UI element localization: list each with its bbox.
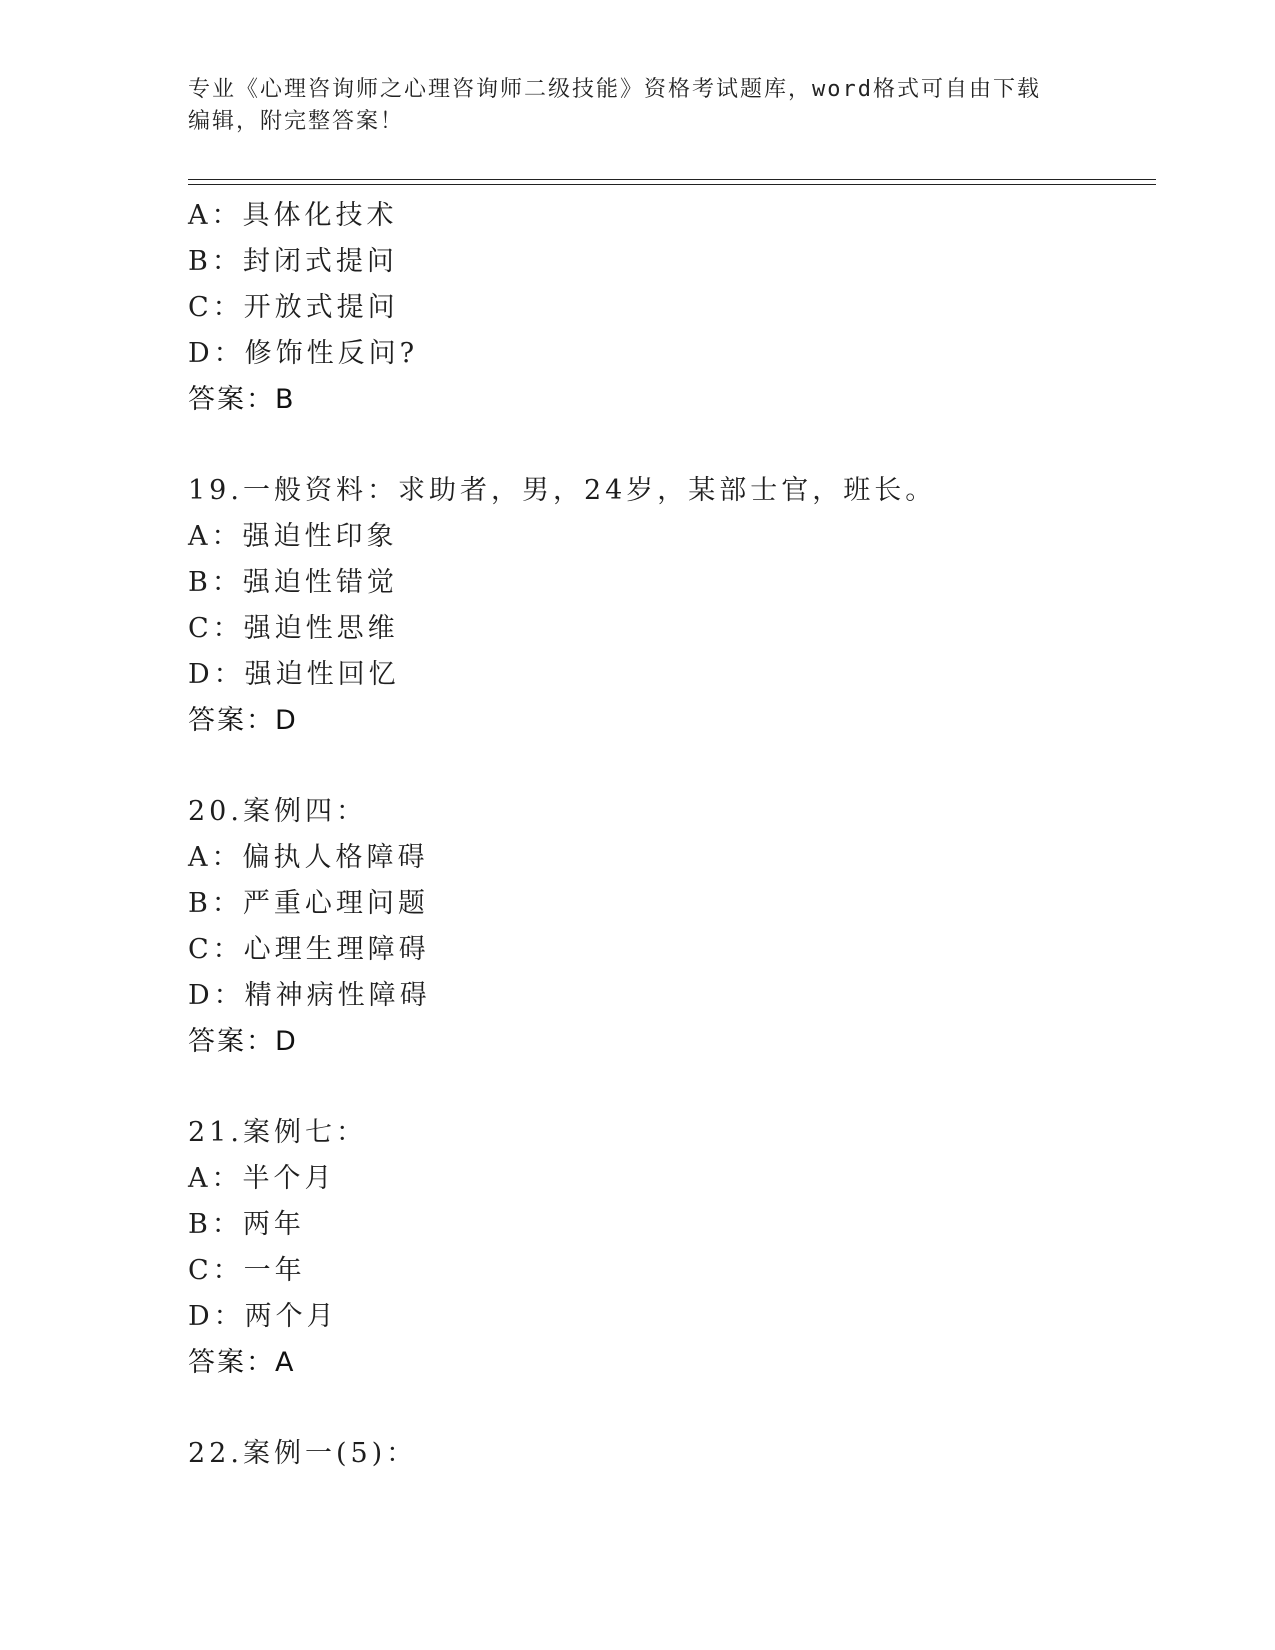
option-d: D：精神病性障碍 <box>188 980 431 1011</box>
option-a: A：偏执人格障碍 <box>188 842 429 873</box>
option-a: A：强迫性印象 <box>188 521 398 552</box>
option-b: B：强迫性错觉 <box>188 567 398 598</box>
option-d: D：强迫性回忆 <box>188 659 400 690</box>
question-22 <box>188 1431 1148 1477</box>
option-b: B：两年 <box>188 1209 305 1240</box>
question-text: 22.案例一(5)： <box>188 1438 418 1469</box>
header-line-1: 专业《心理咨询师之心理咨询师二级技能》资格考试题库，word格式可自由下载 <box>188 77 1041 102</box>
question-text: 20.案例四： <box>188 796 367 827</box>
spacer <box>188 744 1148 789</box>
header-rule-bottom <box>188 184 1156 185</box>
option-d: D：两个月 <box>188 1301 338 1332</box>
option-c: C：心理生理障碍 <box>188 934 430 965</box>
answer: 答案：A <box>188 1347 296 1378</box>
question-text: 21.案例七： <box>188 1117 367 1148</box>
question-list <box>188 193 1148 1477</box>
option-b: B：封闭式提问 <box>188 246 398 277</box>
question-19 <box>188 468 1148 744</box>
question-20 <box>188 789 1148 1065</box>
document-header <box>188 74 1088 138</box>
spacer <box>188 1386 1148 1431</box>
option-c: C：强迫性思维 <box>188 613 399 644</box>
answer: 答案：B <box>188 384 296 415</box>
option-a: A：具体化技术 <box>188 200 398 231</box>
question-21 <box>188 1110 1148 1386</box>
option-d: D：修饰性反问? <box>188 338 419 369</box>
option-a: A：半个月 <box>188 1163 336 1194</box>
option-c: C：开放式提问 <box>188 292 399 323</box>
option-b: B：严重心理问题 <box>188 888 429 919</box>
answer: 答案：D <box>188 705 298 736</box>
spacer <box>188 1065 1148 1110</box>
question-18 <box>188 193 1148 423</box>
spacer <box>188 423 1148 468</box>
header-line-2: 编辑，附完整答案！ <box>188 109 405 134</box>
answer: 答案：D <box>188 1026 298 1057</box>
header-rule-top <box>188 179 1156 180</box>
option-c: C：一年 <box>188 1255 306 1286</box>
question-text: 19.一般资料：求助者，男，24岁，某部士官，班长。 <box>188 475 937 506</box>
